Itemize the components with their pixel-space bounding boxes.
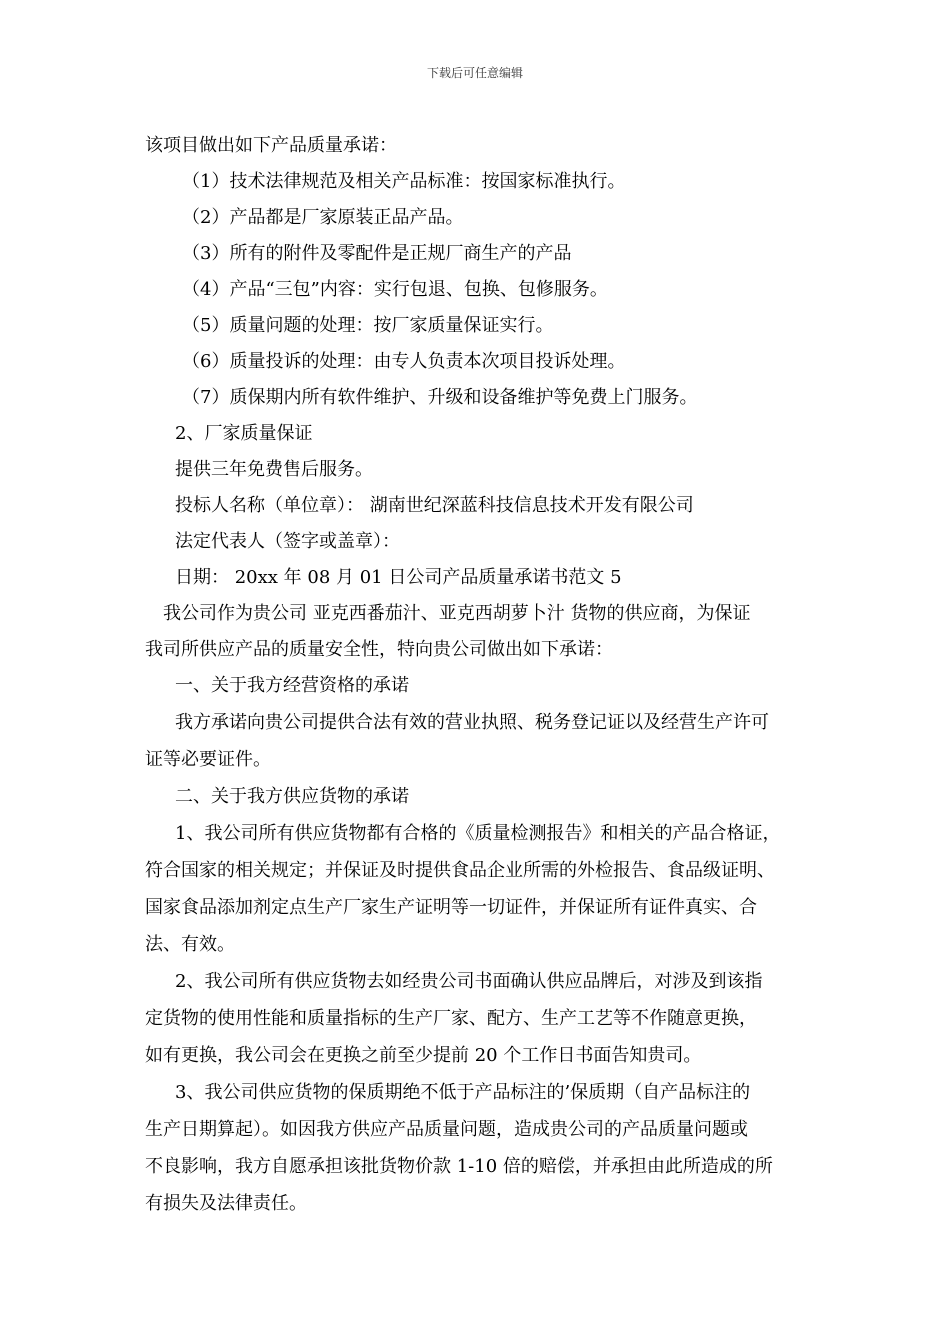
text-line: 生产日期算起）。如因我方供应产品质量问题，造成贵公司的产品质量问题或 xyxy=(145,1119,748,1140)
text-line: 3、我公司供应货物的保质期绝不低于产品标注的’保质期（自产品标注的 xyxy=(175,1082,751,1103)
text-line: 该项目做出如下产品质量承诺： xyxy=(145,135,397,156)
text-line: 二、关于我方供应货物的承诺 xyxy=(175,786,409,807)
text-line: （1）技术法律规范及相关产品标准：按国家标准执行。 xyxy=(182,171,626,192)
text-line: 2、厂家质量保证 xyxy=(175,423,313,444)
page-header: 下载后可任意编辑 xyxy=(426,66,523,80)
text-line: 我方承诺向贵公司提供合法有效的营业执照、税务登记证以及经营生产许可 xyxy=(175,712,769,733)
text-line: 日期： 20xx 年 08 月 01 日公司产品质量承诺书范文 5 xyxy=(175,567,622,588)
text-line: 符合国家的相关规定；并保证及时提供食品企业所需的外检报告、食品级证明、 xyxy=(145,860,775,881)
text-line: 国家食品添加剂定点生产厂家生产证明等一切证件，并保证所有证件真实、合 xyxy=(145,897,757,918)
text-line: （5）质量问题的处理：按厂家质量保证实行。 xyxy=(182,315,554,336)
text-line: （7）质保期内所有软件维护、升级和设备维护等免费上门服务。 xyxy=(182,387,698,408)
text-line: （6）质量投诉的处理：由专人负责本次项目投诉处理。 xyxy=(182,351,626,372)
text-line: 2、我公司所有供应货物去如经贵公司书面确认供应品牌后，对涉及到该指 xyxy=(175,971,763,992)
text-line: 法定代表人（签字或盖章）： xyxy=(175,531,400,552)
text-line: 1、我公司所有供应货物都有合格的《质量检测报告》和相关的产品合格证， xyxy=(175,823,781,844)
text-line: 不良影响，我方自愿承担该批货物价款 1-10 倍的赔偿，并承担由此所造成的所 xyxy=(145,1156,773,1177)
text-line: 如有更换，我公司会在更换之前至少提前 20 个工作日书面告知贵司。 xyxy=(145,1045,702,1066)
text-line: （3）所有的附件及零配件是正规厂商生产的产品 xyxy=(182,243,572,264)
text-line: 一、关于我方经营资格的承诺 xyxy=(175,675,409,696)
text-line: 证等必要证件。 xyxy=(145,749,271,770)
text-line: 法、有效。 xyxy=(145,934,235,955)
text-line: 投标人名称（单位章）： 湖南世纪深蓝科技信息技术开发有限公司 xyxy=(175,495,694,516)
text-line: （4）产品“三包”内容：实行包退、包换、包修服务。 xyxy=(182,279,608,300)
text-line: 提供三年免费售后服务。 xyxy=(175,459,373,480)
text-line: 我公司作为贵公司 亚克西番茄汁、亚克西胡萝卜汁 货物的供应商，为保证 xyxy=(163,603,751,624)
text-line: 我司所供应产品的质量安全性，特向贵公司做出如下承诺： xyxy=(145,639,613,660)
text-line: 定货物的使用性能和质量指标的生产厂家、配方、生产工艺等不作随意更换， xyxy=(145,1008,757,1029)
text-line: （2）产品都是厂家原装正品产品。 xyxy=(182,207,464,228)
text-line: 有损失及法律责任。 xyxy=(145,1193,307,1214)
